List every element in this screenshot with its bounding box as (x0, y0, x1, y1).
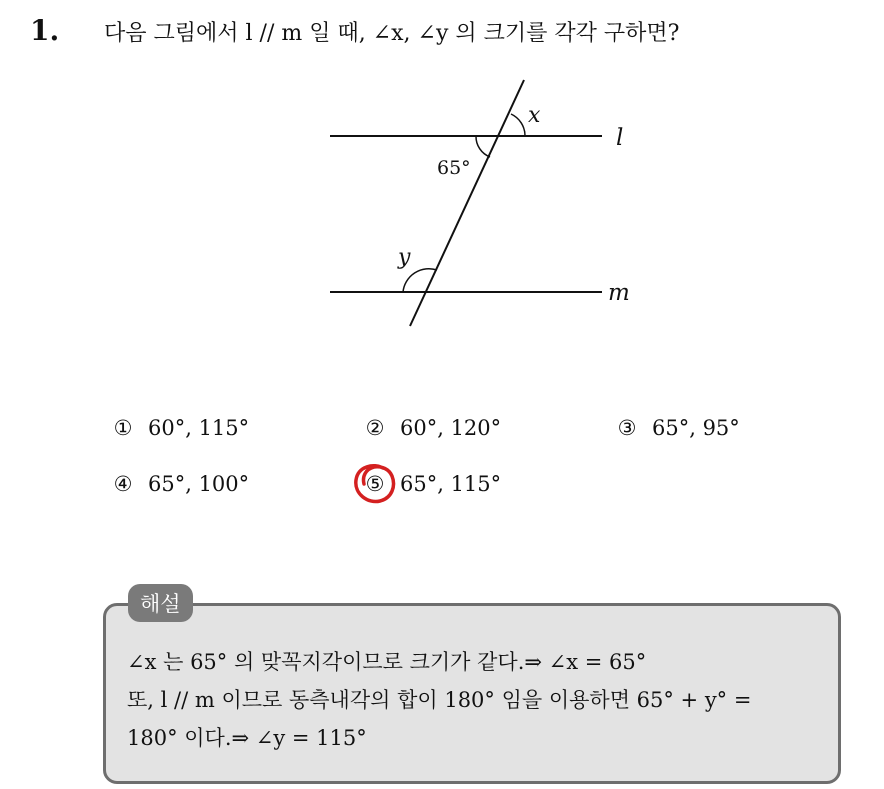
choice-3[interactable] (614, 416, 740, 440)
choice-5-text: 65°, 115° (400, 472, 502, 496)
solution-tag: 해설 (128, 584, 193, 622)
solution-line-3: 180° 이다.⇒ ∠y = 115° (127, 726, 367, 750)
answer-circle-mark (352, 462, 398, 506)
choice-2-mark: ② (365, 416, 385, 440)
choice-1-text: 60°, 115° (148, 416, 250, 440)
angle-65-arc (476, 136, 490, 157)
question-text: 다음 그림에서 l // m 일 때, ∠x, ∠y 의 크기를 각각 구하면? (104, 21, 680, 46)
choice-3-text: 65°, 95° (652, 416, 740, 440)
label-y: y (398, 245, 411, 270)
label-m: m (608, 280, 630, 306)
choice-4-text: 65°, 100° (148, 472, 250, 496)
choice-1[interactable] (110, 416, 249, 440)
choice-3-mark: ③ (617, 416, 637, 440)
solution-line-2: 또, l // m 이므로 동측내각의 합이 180° 임을 이용하면 65° + y° = (127, 688, 752, 712)
choice-2[interactable] (362, 416, 501, 440)
choice-4[interactable] (110, 472, 249, 496)
choice-1-mark: ① (113, 416, 133, 440)
choice-4-mark: ④ (113, 472, 133, 496)
label-l: l (616, 125, 624, 151)
question-number: 1. (30, 14, 60, 47)
transversal-line (410, 80, 524, 326)
label-65: 65° (437, 157, 471, 179)
solution-line-1: ∠x 는 65° 의 맞꼭지각이므로 크기가 같다.⇒ ∠x = 65° (127, 650, 647, 674)
choice-5-mark: ⑤ (365, 472, 385, 496)
label-x: x (528, 103, 541, 128)
choice-2-text: 60°, 120° (400, 416, 502, 440)
angle-x-arc (511, 114, 525, 136)
